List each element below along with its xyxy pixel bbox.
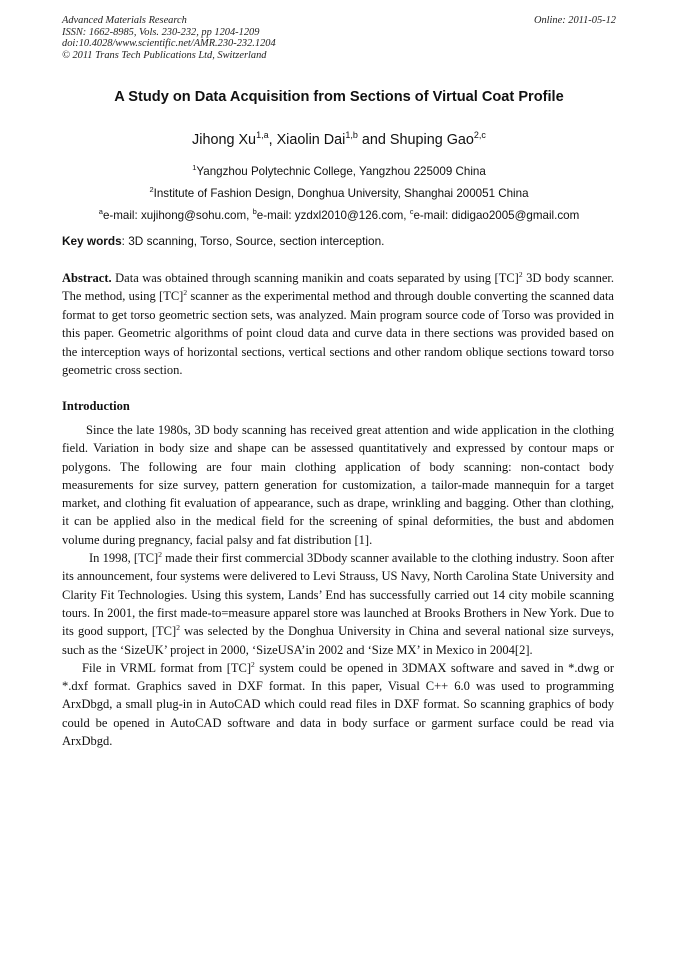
author-sep: and — [357, 131, 390, 148]
abstract-text: scanner as the experimental method and through double converting the scanned data format to get torso geometric section sets, was analyzed. Main program source code of Torso was provided in this paper. Geometric algorithms of point cloud data and curve data in there sections was provided based on the interception ways of horizontal sections, vertical sections and other random oblique sections toward torso geometric cross section. — [62, 289, 614, 378]
copyright-line: © 2011 Trans Tech Publications Ltd, Switzerland — [62, 49, 267, 61]
email-sup: c — [409, 207, 414, 217]
affiliation-sup: 1 — [192, 163, 197, 172]
affiliations — [62, 159, 616, 225]
email-sup: a — [98, 207, 103, 217]
paragraph-text: made their first commercial 3Dbody scanner available to the clothing industry. Soon after its announcement, four systems were delivered to Levi Strauss, US Navy, North Carolina State University and Clarity Fit Technologies. Using this system, Lands’ End has successfully carried out 14 city mobile scanning tours. In 2001, the first made-to=measure apparel store was launched at Brooks Brothers in New York. Due to its good support, [TC] — [62, 551, 614, 639]
section-heading: Introduction — [62, 399, 130, 413]
doi-line: doi:10.4028/www.scientific.net/AMR.230-232.1204 — [62, 38, 276, 50]
author-name: Jihong Xu — [192, 131, 257, 148]
abstract-text: 3D body scanner. The method, using [TC] — [62, 271, 614, 304]
introduction-body — [62, 421, 614, 750]
email-text: e-mail: didigao2005@gmail.com — [413, 208, 580, 222]
paragraph-text: File in VRML format from [TC] — [82, 660, 252, 675]
superscript: 2 — [251, 659, 255, 669]
email-text: e-mail: xujihong@sohu.com, — [102, 208, 253, 222]
affiliation-line — [62, 159, 616, 181]
superscript: 2 — [176, 623, 180, 633]
affiliation-line — [62, 181, 616, 203]
author-list — [62, 130, 616, 148]
paragraph — [62, 549, 614, 659]
paper-title: A Study on Data Acquisition from Sections of Virtual Coat Profile — [114, 89, 564, 105]
abstract-label: Abstract. — [62, 271, 112, 285]
paragraph — [62, 659, 614, 750]
paragraph-text: system could be opened in 3DMAX software and saved in *.dwg or *.dxf format. Graphics saved in DXF format. In this paper, Visual C++ 6.0 was used to programming ArxDbgd, a small plug-in in AutoCAD which could read files in DXF format. So scanning graphics of body could be opened in AutoCAD software and data in body surface or garment surface could be read via ArxDbgd. — [62, 660, 615, 749]
paragraph-text: In 1998, [TC] — [89, 551, 159, 566]
abstract-text: Data was obtained through scanning manikin and coats separated by using [TC] — [111, 271, 519, 285]
journal-header — [62, 15, 616, 61]
email-line — [62, 203, 616, 225]
paragraph-text: was selected by the Donghua University in China and several national size surveys, such as the ‘SizeUK’ project in 2000, ‘SizeUSA’in 2002 and ‘Size MX’ in Mexico in 2004[2]. — [62, 624, 614, 657]
affiliation-sup: 2 — [149, 185, 154, 195]
affiliation-text: Yangzhou Polytechnic College, Yangzhou 225009 China — [196, 164, 486, 178]
author-sep: , — [268, 131, 277, 148]
keywords-text: : 3D scanning, Torso, Source, section interception. — [121, 234, 385, 248]
author-name: Shuping Gao — [389, 131, 474, 148]
author-sup: 2,c — [473, 130, 486, 140]
issn-line: ISSN: 1662-8985, Vols. 230-232, pp 1204-1209 — [62, 26, 260, 38]
author-sup: 1,a — [256, 130, 269, 140]
keywords-label: Key words — [62, 234, 122, 248]
keywords — [62, 234, 616, 248]
paragraph: Since the late 1980s, 3D body scanning has received great attention and wide application in the clothing field. Variation in body size and shape can be assessed quantitatively and expressed by contour maps or polygons. The following are four main clothing application of body scanning: non-contact body measurements for size survey, pattern generation for customization, a tailor-made mannequin for a target market, and clothing fit evaluation of appearance, such as drape, wrinkling and bagging. Other than clothing, it can be applied also in the medical field for the screening of spinal deformities, the bust and abdomen volume during pregnancy, facial palsy and fat distribution [1]. — [62, 423, 614, 547]
email-sup: b — [252, 207, 257, 217]
author-name: Xiaolin Dai — [276, 131, 346, 148]
superscript: 2 — [158, 549, 162, 559]
author-sup: 1,b — [345, 130, 358, 140]
affiliation-text: Institute of Fashion Design, Donghua University, Shanghai 200051 China — [153, 186, 529, 200]
journal-name: Advanced Materials Research — [62, 15, 187, 26]
online-date: Online: 2011-05-12 — [533, 15, 616, 26]
email-text: e-mail: yzdxl2010@126.com, — [256, 208, 410, 222]
superscript: 2 — [518, 269, 523, 279]
superscript: 2 — [183, 288, 188, 298]
abstract — [62, 269, 614, 379]
